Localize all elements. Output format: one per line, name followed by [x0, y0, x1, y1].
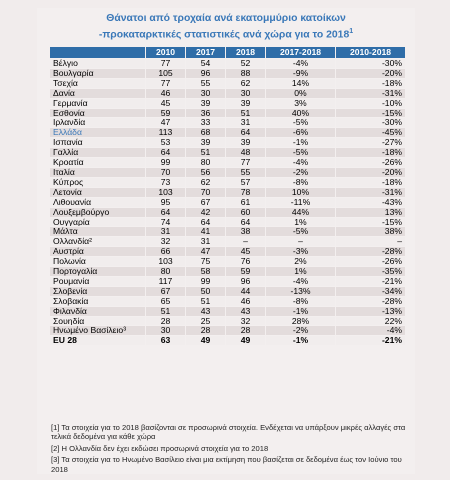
value-2010-cell: 99 [146, 158, 186, 168]
table-row [50, 128, 406, 138]
value-2010-cell: 63 [146, 336, 186, 346]
country-cell: Ουγγαρία [50, 217, 146, 227]
change-2010-2018-cell: -4% [336, 326, 406, 336]
change-2017-2018-cell: -5% [266, 227, 336, 237]
change-2017-2018-cell: -4% [266, 276, 336, 286]
value-2018-cell: 32 [226, 316, 266, 326]
table-row [50, 187, 406, 197]
country-cell: Σλοβακία [50, 296, 146, 306]
country-cell: Τσεχία [50, 78, 146, 88]
value-2017-cell: 55 [186, 78, 226, 88]
table-row [50, 138, 406, 148]
change-2017-2018-cell: -1% [266, 306, 336, 316]
value-2018-cell: 62 [226, 78, 266, 88]
country-cell: Λετονία [50, 187, 146, 197]
country-cell: Ελλάδα [50, 128, 146, 138]
country-cell: EU 28 [50, 336, 146, 346]
country-cell: Βουλγαρία [50, 68, 146, 78]
value-2017-cell: 51 [186, 296, 226, 306]
country-cell: Ιταλία [50, 167, 146, 177]
country-cell: Κροατία [50, 158, 146, 168]
value-2017-cell: 75 [186, 257, 226, 267]
value-2018-cell: 64 [226, 128, 266, 138]
change-2017-2018-cell: -2% [266, 326, 336, 336]
value-2017-cell: 96 [186, 68, 226, 78]
value-2018-cell: 77 [226, 158, 266, 168]
change-2010-2018-cell: -18% [336, 148, 406, 158]
change-2017-2018-cell: 2% [266, 257, 336, 267]
change-2017-2018-cell: 10% [266, 187, 336, 197]
value-2010-cell: 53 [146, 138, 186, 148]
change-2017-2018-cell: -4% [266, 158, 336, 168]
change-2017-2018-cell: 40% [266, 108, 336, 118]
table-row [50, 247, 406, 257]
value-2017-cell: 50 [186, 286, 226, 296]
value-2017-cell: 56 [186, 167, 226, 177]
value-2018-cell: 39 [226, 98, 266, 108]
value-2018-cell: 44 [226, 286, 266, 296]
change-2010-2018-cell: -13% [336, 306, 406, 316]
country-cell: Λουξεμβούργο [50, 207, 146, 217]
country-cell: Φιλανδία [50, 306, 146, 316]
value-2017-cell: 43 [186, 306, 226, 316]
change-2017-2018-cell: 0% [266, 88, 336, 98]
country-cell: Ολλανδία² [50, 237, 146, 247]
value-2017-cell: 25 [186, 316, 226, 326]
change-2010-2018-cell: – [336, 237, 406, 247]
value-2010-cell: 74 [146, 217, 186, 227]
table-row [50, 326, 406, 336]
value-2017-cell: 39 [186, 138, 226, 148]
change-2010-2018-cell: 13% [336, 207, 406, 217]
col-header-change-2010-2018: 2010-2018 [336, 47, 406, 59]
col-header-2018: 2018 [226, 47, 266, 59]
change-2017-2018-cell: 1% [266, 267, 336, 277]
value-2010-cell: 47 [146, 118, 186, 128]
value-2018-cell: 46 [226, 296, 266, 306]
col-header-2010: 2010 [146, 47, 186, 59]
table-row [50, 336, 406, 346]
value-2010-cell: 46 [146, 88, 186, 98]
change-2010-2018-cell: -20% [336, 68, 406, 78]
change-2010-2018-cell: -34% [336, 286, 406, 296]
value-2017-cell: 67 [186, 197, 226, 207]
value-2017-cell: 33 [186, 118, 226, 128]
value-2017-cell: 99 [186, 276, 226, 286]
value-2017-cell: 31 [186, 237, 226, 247]
value-2018-cell: 88 [226, 68, 266, 78]
change-2010-2018-cell: -26% [336, 158, 406, 168]
table-row [50, 276, 406, 286]
change-2017-2018-cell: -6% [266, 128, 336, 138]
value-2010-cell: 73 [146, 177, 186, 187]
value-2010-cell: 77 [146, 59, 186, 69]
value-2017-cell: 42 [186, 207, 226, 217]
change-2010-2018-cell: -15% [336, 108, 406, 118]
change-2017-2018-cell: -8% [266, 296, 336, 306]
table-body [50, 59, 406, 346]
table-row [50, 78, 406, 88]
footnotes [51, 423, 407, 476]
table-row [50, 88, 406, 98]
value-2017-cell: 39 [186, 98, 226, 108]
value-2010-cell: 31 [146, 227, 186, 237]
country-cell: Αυστρία [50, 247, 146, 257]
change-2010-2018-cell: -30% [336, 59, 406, 69]
table-row [50, 197, 406, 207]
value-2017-cell: 54 [186, 59, 226, 69]
value-2017-cell: 80 [186, 158, 226, 168]
value-2010-cell: 64 [146, 148, 186, 158]
country-cell: Μάλτα [50, 227, 146, 237]
change-2010-2018-cell: 22% [336, 316, 406, 326]
change-2017-2018-cell: -2% [266, 167, 336, 177]
footnote-3: [3] Τα στοιχεία για το Ηνωμένο Βασίλειο είναι μια εκτίμηση που βασίζεται σε δεδομένα έως τον Ιούνιο του 2018 [51, 455, 402, 474]
change-2017-2018-cell: 28% [266, 316, 336, 326]
change-2010-2018-cell: -28% [336, 247, 406, 257]
table-row [50, 177, 406, 187]
country-cell: Σλοβενία [50, 286, 146, 296]
country-cell: Εσθονία [50, 108, 146, 118]
value-2010-cell: 66 [146, 247, 186, 257]
value-2018-cell: 64 [226, 217, 266, 227]
value-2018-cell: 96 [226, 276, 266, 286]
value-2010-cell: 117 [146, 276, 186, 286]
value-2010-cell: 113 [146, 128, 186, 138]
value-2018-cell: 39 [226, 138, 266, 148]
change-2017-2018-cell: – [266, 237, 336, 247]
value-2010-cell: 51 [146, 306, 186, 316]
value-2018-cell: 31 [226, 118, 266, 128]
table-title [37, 12, 415, 41]
value-2010-cell: 45 [146, 98, 186, 108]
country-cell: Γαλλία [50, 148, 146, 158]
value-2010-cell: 103 [146, 187, 186, 197]
value-2018-cell: 45 [226, 247, 266, 257]
value-2018-cell: 55 [226, 167, 266, 177]
table-row [50, 257, 406, 267]
value-2010-cell: 70 [146, 167, 186, 177]
table-row [50, 98, 406, 108]
change-2017-2018-cell: -5% [266, 148, 336, 158]
change-2017-2018-cell: 14% [266, 78, 336, 88]
country-cell: Δανία [50, 88, 146, 98]
value-2017-cell: 47 [186, 247, 226, 257]
change-2017-2018-cell: -9% [266, 68, 336, 78]
change-2017-2018-cell: -1% [266, 138, 336, 148]
value-2010-cell: 80 [146, 267, 186, 277]
change-2017-2018-cell: -4% [266, 59, 336, 69]
title-line-1: Θάνατοι από τροχαία ανά εκατομμύριο κατοίκων [106, 13, 346, 24]
change-2010-2018-cell: -35% [336, 267, 406, 277]
table-row [50, 59, 406, 69]
value-2017-cell: 41 [186, 227, 226, 237]
statistics-card [37, 8, 415, 474]
change-2017-2018-cell: -8% [266, 177, 336, 187]
value-2010-cell: 30 [146, 326, 186, 336]
change-2010-2018-cell: -18% [336, 78, 406, 88]
change-2017-2018-cell: -3% [266, 247, 336, 257]
value-2018-cell: 57 [226, 177, 266, 187]
value-2017-cell: 49 [186, 336, 226, 346]
country-cell: Ρουμανία [50, 276, 146, 286]
value-2017-cell: 58 [186, 267, 226, 277]
change-2010-2018-cell: -45% [336, 128, 406, 138]
change-2010-2018-cell: 38% [336, 227, 406, 237]
value-2018-cell: 48 [226, 148, 266, 158]
table-row [50, 118, 406, 128]
change-2010-2018-cell: -31% [336, 187, 406, 197]
table-row [50, 267, 406, 277]
value-2017-cell: 30 [186, 88, 226, 98]
table-row [50, 286, 406, 296]
value-2010-cell: 67 [146, 286, 186, 296]
value-2017-cell: 68 [186, 128, 226, 138]
title-line-2: -προκαταρκτικές στατιστικές ανά χώρα για το 2018 [98, 29, 350, 41]
change-2010-2018-cell: -43% [336, 197, 406, 207]
country-cell: Βέλγιο [50, 59, 146, 69]
value-2010-cell: 103 [146, 257, 186, 267]
country-cell: Κύπρος [50, 177, 146, 187]
change-2017-2018-cell: -11% [266, 197, 336, 207]
change-2017-2018-cell: 44% [266, 207, 336, 217]
value-2017-cell: 64 [186, 217, 226, 227]
col-header-2017: 2017 [186, 47, 226, 59]
value-2010-cell: 65 [146, 296, 186, 306]
value-2018-cell: 28 [226, 326, 266, 336]
value-2018-cell: 38 [226, 227, 266, 237]
country-cell: Λιθουανία [50, 197, 146, 207]
value-2010-cell: 32 [146, 237, 186, 247]
country-cell: Ηνωμένο Βασίλειο³ [50, 326, 146, 336]
table-row [50, 108, 406, 118]
value-2017-cell: 51 [186, 148, 226, 158]
value-2017-cell: 70 [186, 187, 226, 197]
value-2010-cell: 105 [146, 68, 186, 78]
change-2010-2018-cell: -18% [336, 177, 406, 187]
value-2018-cell: 61 [226, 197, 266, 207]
change-2010-2018-cell: -21% [336, 336, 406, 346]
country-cell: Γερμανία [50, 98, 146, 108]
value-2018-cell: 60 [226, 207, 266, 217]
value-2018-cell: 78 [226, 187, 266, 197]
change-2010-2018-cell: -30% [336, 118, 406, 128]
change-2010-2018-cell: -31% [336, 88, 406, 98]
value-2010-cell: 77 [146, 78, 186, 88]
country-cell: Πορτογαλία [50, 267, 146, 277]
table-row [50, 158, 406, 168]
value-2018-cell: 59 [226, 267, 266, 277]
footnote-2: [2] Η Ολλανδία δεν έχει εκδώσει προσωρινά στοιχεία για το 2018 [51, 443, 269, 453]
col-header-country [50, 47, 146, 59]
table-row [50, 306, 406, 316]
change-2017-2018-cell: -5% [266, 118, 336, 128]
value-2018-cell: 52 [226, 59, 266, 69]
change-2017-2018-cell: -13% [266, 286, 336, 296]
value-2010-cell: 59 [146, 108, 186, 118]
table-row [50, 68, 406, 78]
value-2018-cell: 51 [226, 108, 266, 118]
value-2010-cell: 64 [146, 207, 186, 217]
road-deaths-table [49, 46, 406, 346]
table-row [50, 217, 406, 227]
change-2010-2018-cell: -20% [336, 167, 406, 177]
country-cell: Σουηδία [50, 316, 146, 326]
table-row [50, 167, 406, 177]
change-2010-2018-cell: -21% [336, 276, 406, 286]
table-header-row [50, 47, 406, 59]
value-2010-cell: 28 [146, 316, 186, 326]
value-2010-cell: 95 [146, 197, 186, 207]
value-2018-cell: – [226, 237, 266, 247]
change-2010-2018-cell: -10% [336, 98, 406, 108]
change-2010-2018-cell: -15% [336, 217, 406, 227]
table-row [50, 237, 406, 247]
country-cell: Ισπανία [50, 138, 146, 148]
change-2010-2018-cell: -26% [336, 257, 406, 267]
change-2010-2018-cell: -28% [336, 296, 406, 306]
value-2018-cell: 49 [226, 336, 266, 346]
table-row [50, 296, 406, 306]
value-2017-cell: 36 [186, 108, 226, 118]
value-2017-cell: 62 [186, 177, 226, 187]
change-2017-2018-cell: 1% [266, 217, 336, 227]
col-header-change-2017-2018: 2017-2018 [266, 47, 336, 59]
value-2018-cell: 43 [226, 306, 266, 316]
footnote-1: [1] Τα στοιχεία για το 2018 βασίζονται σε προσωρινά στοιχεία. Ενδέχεται να υπάρξουν μικρές αλλαγές στα τελικά δεδομένα για κάθε χώρα [51, 423, 406, 442]
value-2018-cell: 30 [226, 88, 266, 98]
value-2018-cell: 76 [226, 257, 266, 267]
value-2017-cell: 28 [186, 326, 226, 336]
country-cell: Ιρλανδία [50, 118, 146, 128]
change-2017-2018-cell: -1% [266, 336, 336, 346]
title-footnote-mark: 1 [349, 28, 354, 35]
table-row [50, 207, 406, 217]
table-row [50, 316, 406, 326]
table-row [50, 227, 406, 237]
table-row [50, 148, 406, 158]
change-2010-2018-cell: -27% [336, 138, 406, 148]
country-cell: Πολωνία [50, 257, 146, 267]
change-2017-2018-cell: 3% [266, 98, 336, 108]
